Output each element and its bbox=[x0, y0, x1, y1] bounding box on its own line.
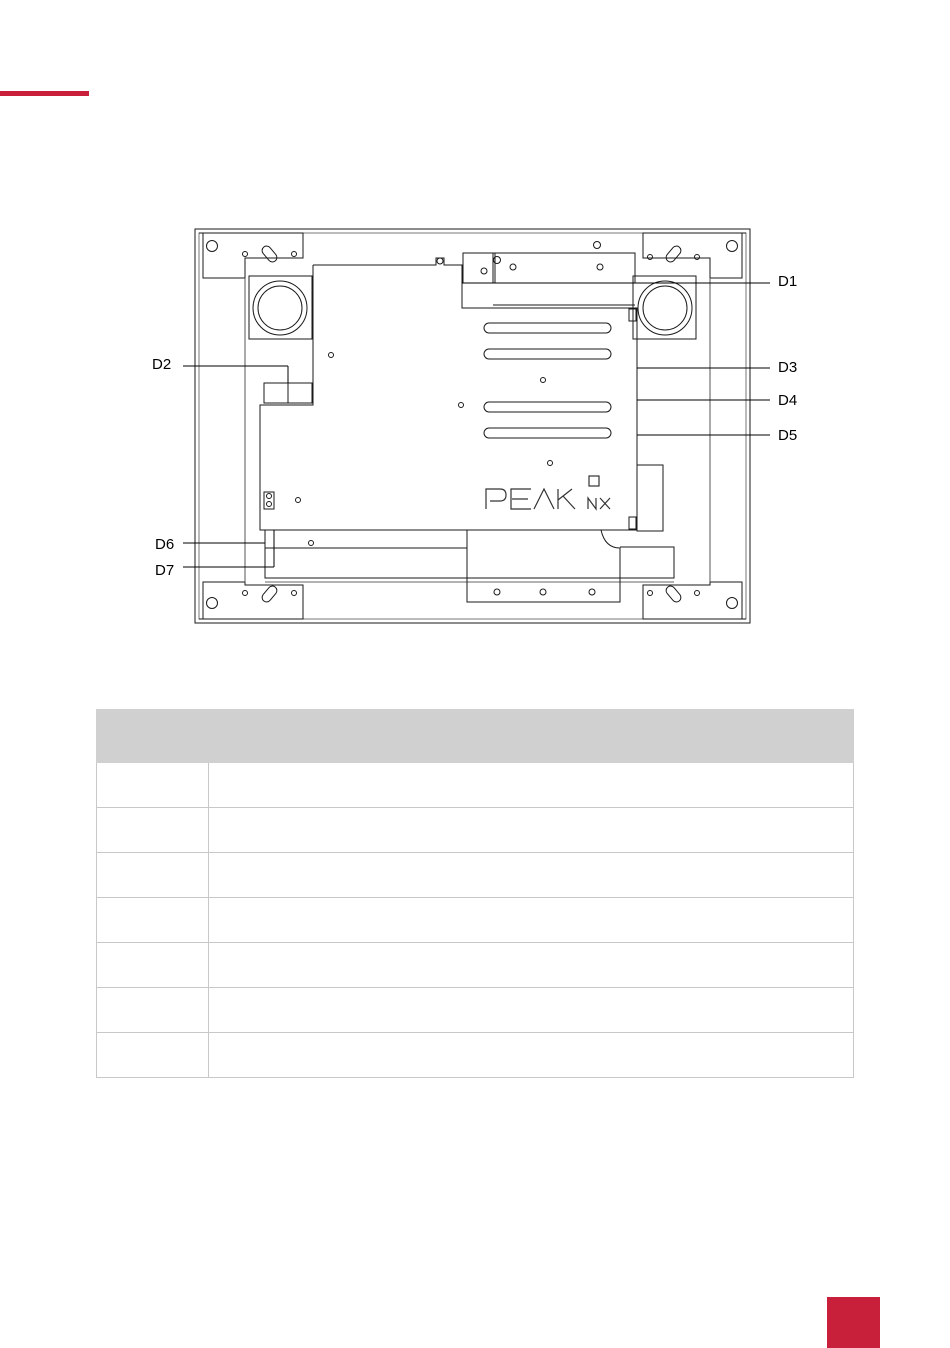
callout-d4: D4 bbox=[778, 392, 798, 409]
outer-frame bbox=[195, 229, 750, 623]
table-cell bbox=[97, 988, 209, 1033]
table-cell bbox=[209, 988, 854, 1033]
table-cell bbox=[97, 853, 209, 898]
callout-d2: D2 bbox=[152, 356, 172, 373]
corner-bracket-top-right bbox=[643, 233, 746, 278]
table-cell bbox=[209, 808, 854, 853]
top-connector bbox=[463, 242, 635, 309]
table-cell bbox=[97, 943, 209, 988]
corner-bracket-top-left bbox=[199, 233, 303, 278]
table-cell bbox=[209, 898, 854, 943]
table-row bbox=[97, 898, 854, 943]
callout-d5: D5 bbox=[778, 427, 798, 444]
table-row bbox=[97, 1033, 854, 1078]
inner-frame bbox=[199, 233, 746, 619]
table-cell bbox=[209, 1033, 854, 1078]
table-row bbox=[97, 853, 854, 898]
table-row bbox=[97, 808, 854, 853]
leader-lines bbox=[183, 283, 770, 567]
table-header-row bbox=[97, 710, 854, 763]
callout-d6: D6 bbox=[155, 536, 175, 553]
table-header-cell bbox=[209, 710, 854, 763]
peak-nx-logo bbox=[486, 476, 610, 509]
speaker-left bbox=[249, 276, 312, 339]
callout-d3: D3 bbox=[778, 359, 798, 376]
callout-d1: D1 bbox=[778, 273, 798, 290]
lower-bracket bbox=[265, 530, 674, 602]
page-number-tab bbox=[827, 1297, 880, 1348]
table-row bbox=[97, 763, 854, 808]
table-cell bbox=[97, 898, 209, 943]
main-board bbox=[260, 258, 637, 546]
corner-bracket-bottom-right bbox=[643, 582, 746, 619]
callout-d7: D7 bbox=[155, 562, 175, 579]
table-cell bbox=[209, 853, 854, 898]
table-cell bbox=[97, 763, 209, 808]
side-module bbox=[637, 465, 663, 531]
corner-bracket-bottom-left bbox=[199, 582, 303, 619]
table-cell bbox=[97, 808, 209, 853]
legend-table bbox=[96, 709, 854, 1078]
table-cell bbox=[97, 1033, 209, 1078]
table-header-cell bbox=[97, 710, 209, 763]
speaker-right bbox=[633, 276, 696, 339]
table-row bbox=[97, 943, 854, 988]
table-cell bbox=[209, 763, 854, 808]
table-row bbox=[97, 988, 854, 1033]
table-cell bbox=[209, 943, 854, 988]
